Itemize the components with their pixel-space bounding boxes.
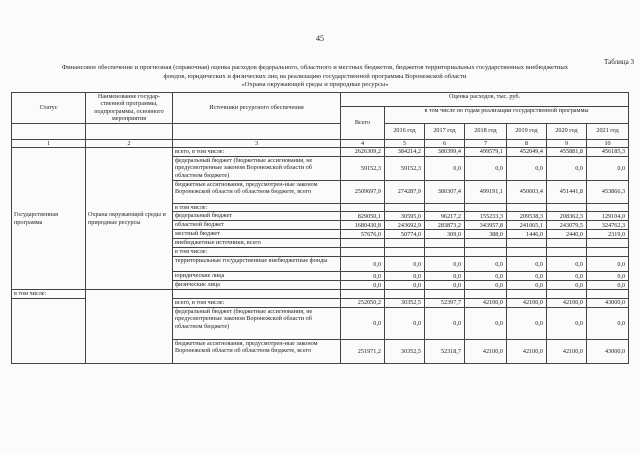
year-value-cell: 30352,5 — [385, 339, 425, 363]
year-value-cell: 0,0 — [547, 157, 587, 181]
year-value-cell: 0,0 — [507, 157, 547, 181]
total-cell: 0,0 — [341, 307, 385, 339]
year-value-cell: 129104,0 — [587, 212, 629, 221]
column-number: 9 — [547, 139, 587, 147]
year-value-cell — [547, 248, 587, 257]
year-value-cell: 209538,3 — [507, 212, 547, 221]
total-cell: 0,0 — [341, 281, 385, 290]
year-value-cell: 0,0 — [507, 272, 547, 281]
year-value-cell: 283873,2 — [425, 221, 465, 230]
year-value-cell: 155233,3 — [465, 212, 507, 221]
column-number: 8 — [507, 139, 547, 147]
year-value-cell — [385, 239, 425, 248]
year-value-cell: 52318,7 — [425, 339, 465, 363]
year-value-cell: 388,0 — [465, 230, 507, 239]
header-estimate: Оценка расходов, тыс. руб. — [341, 93, 629, 107]
year-value-cell: 208362,3 — [547, 212, 587, 221]
year-value-cell: 499579,1 — [465, 148, 507, 157]
header-name: Наименование государ-ственной программы, подпрограммы, основного мероприятия — [86, 93, 173, 124]
year-value-cell: 243692,9 — [385, 221, 425, 230]
column-number: 3 — [173, 139, 341, 147]
table-row — [12, 148, 629, 157]
total-cell: 0,0 — [341, 257, 385, 272]
program-status: Государственная программа — [12, 148, 86, 290]
column-number: 6 — [425, 139, 465, 147]
column-number: 7 — [465, 139, 507, 147]
source-cell: всего, в том числе: — [173, 148, 341, 157]
source-cell: юридические лица — [173, 272, 341, 281]
year-value-cell: 42100,0 — [465, 298, 507, 307]
year-value-cell: 274287,9 — [385, 181, 425, 204]
total-cell: 829050,1 — [341, 212, 385, 221]
year-value-cell: 0,0 — [425, 272, 465, 281]
year-value-cell: 42100,0 — [507, 298, 547, 307]
year-value-cell: 309,0 — [425, 230, 465, 239]
year-value-cell — [425, 248, 465, 257]
year-value-cell: 0,0 — [587, 257, 629, 272]
source-cell: в том числе: — [173, 248, 341, 257]
source-cell: бюджетные ассигнования, предусмотрен-ные законом Воронежской области об областном бюджете, всего — [173, 339, 341, 363]
header-total: Всего — [341, 107, 385, 140]
year-value-cell: 384214,2 — [385, 148, 425, 157]
year-value-cell: 42100,0 — [507, 339, 547, 363]
year-value-cell: 59152,3 — [385, 157, 425, 181]
year-value-cell: 0,0 — [465, 307, 507, 339]
year-value-cell — [465, 239, 507, 248]
year-value-cell: 1446,0 — [507, 230, 547, 239]
total-cell: 57676,0 — [341, 230, 385, 239]
year-value-cell: 343957,8 — [465, 221, 507, 230]
total-cell: 1680430,8 — [341, 221, 385, 230]
year-value-cell: 0,0 — [507, 257, 547, 272]
source-cell: физические лица — [173, 281, 341, 290]
source-cell: всего, в том числе: — [173, 298, 341, 307]
subprogram-name — [86, 298, 173, 363]
year-value-cell: 0,0 — [425, 307, 465, 339]
year-value-cell: 42100,0 — [547, 339, 587, 363]
year-value-cell: 0,0 — [587, 281, 629, 290]
year-value-cell — [587, 248, 629, 257]
year-value-cell — [547, 204, 587, 212]
year-value-cell — [507, 204, 547, 212]
total-cell: 2509697,9 — [341, 181, 385, 204]
year-value-cell: 30352,5 — [385, 298, 425, 307]
year-value-cell: 0,0 — [587, 157, 629, 181]
header-year: 2019 год — [507, 123, 547, 139]
year-value-cell — [507, 239, 547, 248]
year-value-cell: 0,0 — [547, 307, 587, 339]
year-value-cell: 0,0 — [465, 281, 507, 290]
year-value-cell: 380399,4 — [425, 148, 465, 157]
year-value-cell: 0,0 — [507, 281, 547, 290]
year-value-cell: 324762,3 — [587, 221, 629, 230]
year-value-cell: 499191,1 — [465, 181, 507, 204]
source-cell: бюджетные ассигнования, предусмотрен-ные законом Воронежской области об областном бюджете, всего — [173, 181, 341, 204]
source-cell: местный бюджет — [173, 230, 341, 239]
year-value-cell: 50774,0 — [385, 230, 425, 239]
source-cell: областной бюджет — [173, 221, 341, 230]
year-value-cell: 0,0 — [587, 272, 629, 281]
title-line-3: «Охрана окружающей среды и природные ресурсы» — [241, 81, 389, 89]
column-number: 5 — [385, 139, 425, 147]
total-cell: 2626309,2 — [341, 148, 385, 157]
header-year: 2017 год — [425, 123, 465, 139]
total-cell: 0,0 — [341, 272, 385, 281]
total-cell: 252050,2 — [341, 298, 385, 307]
table-row — [12, 290, 629, 298]
year-value-cell: 243079,5 — [547, 221, 587, 230]
year-value-cell: 30595,0 — [385, 212, 425, 221]
table-label: Таблица 3 — [604, 58, 634, 66]
year-value-cell: 2440,0 — [547, 230, 587, 239]
page-number: 45 — [316, 34, 324, 43]
year-value-cell — [425, 204, 465, 212]
total-cell — [341, 248, 385, 257]
year-value-cell: 456185,3 — [587, 148, 629, 157]
year-value-cell: 42100,0 — [465, 339, 507, 363]
total-cell — [341, 204, 385, 212]
total-cell — [341, 239, 385, 248]
total-cell: 251971,2 — [341, 339, 385, 363]
year-value-cell — [507, 248, 547, 257]
source-cell: территориальные государственные внебюджетные фонды — [173, 257, 341, 272]
year-value-cell — [547, 239, 587, 248]
year-value-cell: 452049,4 — [507, 148, 547, 157]
year-value-cell: 0,0 — [587, 307, 629, 339]
source-cell: федеральный бюджет — [173, 212, 341, 221]
program-name: Охрана окружающей среды и природные ресурсы — [86, 148, 173, 290]
year-value-cell: 0,0 — [425, 281, 465, 290]
year-value-cell: 0,0 — [385, 272, 425, 281]
year-value-cell: 0,0 — [465, 272, 507, 281]
year-value-cell: 52397,7 — [425, 298, 465, 307]
table-row — [12, 298, 629, 307]
year-value-cell: 96217,2 — [425, 212, 465, 221]
year-value-cell — [465, 248, 507, 257]
year-value-cell: 0,0 — [547, 281, 587, 290]
year-value-cell: 43000,0 — [587, 298, 629, 307]
year-value-cell: 42100,0 — [547, 298, 587, 307]
source-cell: в том числе: — [173, 204, 341, 212]
source-cell: федеральный бюджет (бюджетные ассигнования, не предусмотренные законом Воронежской области об областном бюджете) — [173, 307, 341, 339]
total-cell: 59152,3 — [341, 157, 385, 181]
table-title — [10, 64, 620, 90]
year-value-cell: 0,0 — [547, 272, 587, 281]
header-incl-years: в том числе по годам реализации государственной программы — [385, 107, 629, 124]
year-value-cell: 0,0 — [385, 257, 425, 272]
column-number: 2 — [86, 139, 173, 147]
column-number: 10 — [587, 139, 629, 147]
year-value-cell: 0,0 — [425, 257, 465, 272]
year-value-cell: 380307,4 — [425, 181, 465, 204]
year-value-cell: 0,0 — [385, 307, 425, 339]
header-status: Статус — [12, 93, 86, 124]
column-number: 1 — [12, 139, 86, 147]
source-cell: внебюджетные источники, всего — [173, 239, 341, 248]
year-value-cell: 0,0 — [385, 281, 425, 290]
title-line-1: Финансовое обеспечение и прогнозная (справочная) оценка расходов федерального, областного и местных бюджетов, бюджетов территориальных государственных внебюджетных — [61, 64, 569, 71]
year-value-cell: 455881,8 — [547, 148, 587, 157]
subprogram-status — [12, 298, 86, 363]
year-value-cell — [385, 248, 425, 257]
year-value-cell — [465, 204, 507, 212]
year-value-cell: 43000,0 — [587, 339, 629, 363]
year-value-cell — [385, 204, 425, 212]
year-value-cell: 0,0 — [547, 257, 587, 272]
header-year: 2021 год — [587, 123, 629, 139]
year-value-cell: 0,0 — [465, 257, 507, 272]
year-value-cell: 453866,3 — [587, 181, 629, 204]
year-value-cell: 0,0 — [507, 307, 547, 339]
header-year: 2018 год — [465, 123, 507, 139]
year-value-cell: 2319,0 — [587, 230, 629, 239]
header-year: 2020 год — [547, 123, 587, 139]
year-value-cell: 241065,1 — [507, 221, 547, 230]
title-line-2: фондов, юридических и физических лиц на реализацию государственной программы Воронежской области — [163, 72, 467, 80]
source-cell: федеральный бюджет (бюджетные ассигнования, не предусмотренные законом Воронежской области об областном бюджете) — [173, 157, 341, 181]
year-value-cell — [425, 239, 465, 248]
year-value-cell: 451441,8 — [547, 181, 587, 204]
finance-table — [11, 92, 629, 364]
year-value-cell: 450603,4 — [507, 181, 547, 204]
year-value-cell: 0,0 — [465, 157, 507, 181]
year-value-cell — [587, 204, 629, 212]
year-value-cell — [587, 239, 629, 248]
column-number: 4 — [341, 139, 385, 147]
header-year: 2016 год — [385, 123, 425, 139]
year-value-cell: 0,0 — [425, 157, 465, 181]
incl-label: в том числе: — [12, 290, 86, 298]
header-source: Источники ресурсного обеспечения — [173, 93, 341, 124]
